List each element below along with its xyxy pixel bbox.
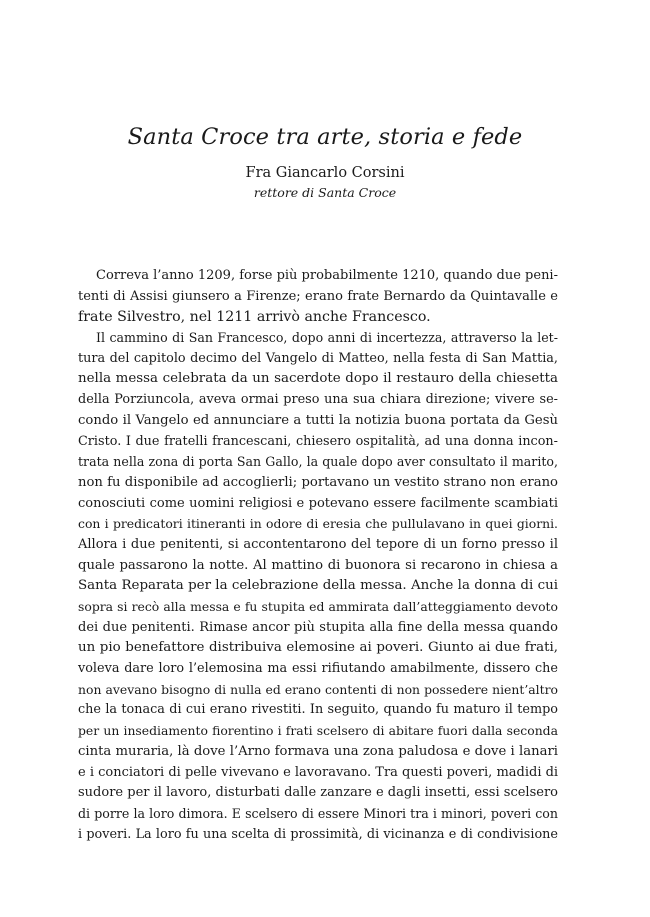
text-line: Cristo. I due fratelli francescani, chiesero ospitalità, ad una donna incon- (78, 433, 558, 449)
text-line: per un insediamento fiorentino i frati scelsero di abitare fuori dalla seconda (78, 723, 558, 739)
text-line: dei due penitenti. Rimase ancor più stupita alla fine della messa quando (78, 619, 558, 635)
text-line: Il cammino di San Francesco, dopo anni di incertezza, attraverso la let- (96, 330, 558, 346)
text-line: sopra si recò alla messa e fu stupita ed ammirata dall’atteggiamento devoto (78, 599, 558, 614)
author-name: Fra Giancarlo Corsini (245, 165, 405, 181)
text-line: trata nella zona di porta San Gallo, la quale dopo aver consultato il marito, (78, 454, 558, 470)
text-line: quale passarono la notte. Al mattino di buonora si recarono in chiesa a (78, 557, 558, 573)
text-line: Allora i due penitenti, si accontentarono del tepore di un forno presso il (78, 536, 558, 552)
text-line: Correva l’anno 1209, forse più probabilmente 1210, quando due peni- (96, 268, 558, 283)
text-line: tura del capitolo decimo del Vangelo di Matteo, nella festa di San Mattia, (78, 350, 558, 366)
text-line: condo il Vangelo ed annunciare a tutti la notizia buona portata da Gesù (78, 412, 558, 428)
text-line: della Porziuncola, aveva ormai preso una sua chiara direzione; vivere se- (78, 392, 558, 408)
text-line: che la tonaca di cui erano rivestiti. In seguito, quando fu maturo il tempo (78, 702, 558, 718)
text-line: cinta muraria, là dove l’Arno formava una zona paludosa e dove i lanari (78, 743, 558, 759)
text-line: di porre la loro dimora. E scelsero di essere Minori tra i minori, poveri con (78, 805, 558, 821)
text-line: un pio benefattore distribuiva elemosine ai poveri. Giunto ai due frati, (78, 640, 558, 656)
text-line: frate Silvestro, nel 1211 arrivò anche Francesco. (78, 309, 431, 326)
author-role: rettore di Santa Croce (253, 185, 397, 200)
text-line: Santa Reparata per la celebrazione della messa. Anche la donna di cui (78, 578, 558, 594)
text-line: non fu disponibile ad accoglierli; portavano un vestito strano non erano (78, 474, 558, 490)
chapter-title: Santa Croce tra arte, storia e fede (127, 124, 523, 150)
text-line: voleva dare loro l’elemosina ma essi rifiutando amabilmente, dissero che (78, 661, 558, 677)
text-line: conosciuti come uomini religiosi e potevano essere facilmente scambiati (78, 495, 558, 511)
text-line: sudore per il lavoro, disturbati dalle zanzare e dagli insetti, essi scelsero (78, 785, 558, 801)
text-line: nella messa celebrata da un sacerdote dopo il restauro della chiesetta (78, 371, 558, 387)
text-line: non avevano bisogno di nulla ed erano contenti di non possedere nient’altro (78, 681, 558, 697)
text-line: e i conciatori di pelle vivevano e lavoravano. Tra questi poveri, madidi di (78, 764, 559, 780)
text-line: con i predicatori itineranti in odore di eresia che pullulavano in quei giorni. (78, 516, 558, 532)
text-line: i poveri. La loro fu una scelta di prossimità, di vicinanza e di condivisione (78, 826, 558, 842)
text-line: tenti di Assisi giunsero a Firenze; erano frate Bernardo da Quintavalle e (78, 288, 558, 304)
body-text (78, 266, 558, 845)
